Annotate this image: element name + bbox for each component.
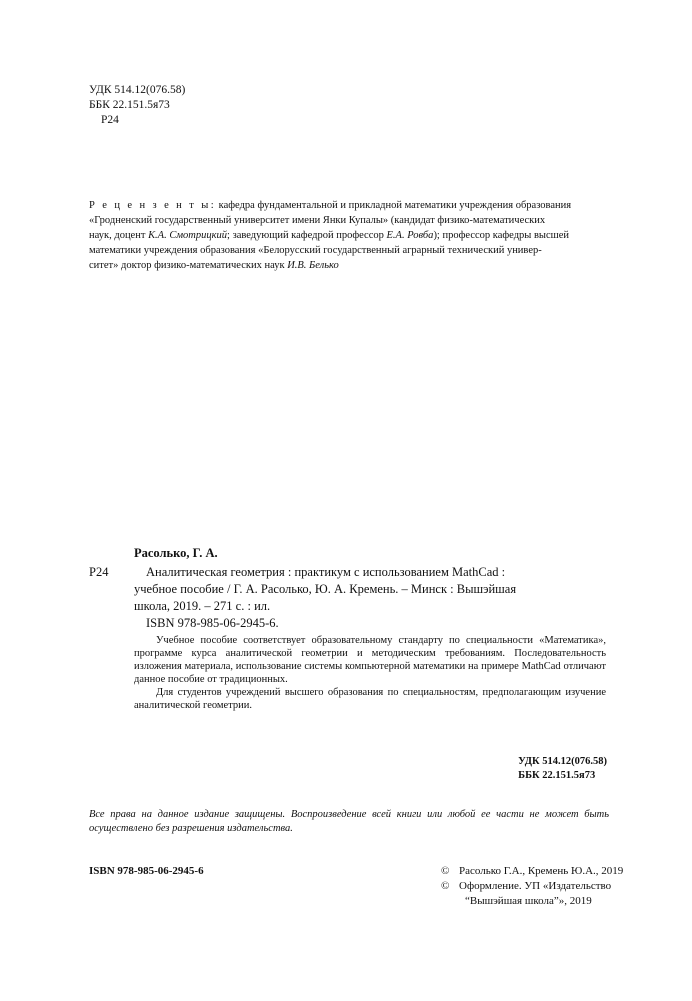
catalog-entry [134,564,597,632]
annotation-paragraph-2: Для студентов учреждений высшего образования по специальностям, предполагающим изучение аналитической геометрии. [134,687,606,711]
reviewers-line5: ситет» доктор физико-математических наук [89,260,288,271]
rights-notice: Все права на данное издание защищены. Воспроизведение всей книги или любой ее части не может быть осуществлено без разрешения издательства. [89,809,609,834]
copyright-block [441,864,623,909]
reviewers-label: Р е ц е н з е н т ы: [89,200,217,211]
isbn: ISBN 978-985-06-2945-6 [89,865,204,877]
catalog-isbn: ISBN 978-985-06-2945-6. [146,616,279,630]
annotation [134,634,606,712]
catalog-line1: Аналитическая геометрия : практикум с использованием MathCad : [146,565,506,579]
reviewer-name-3: И.В. Белько [287,260,339,271]
udk-code-bottom: УДК 514.12(076.58) [518,756,607,767]
reviewers-section [89,198,609,273]
bbk-code: ББК 22.151.5я73 [89,99,170,111]
copyright-line2: Оформление. УП «Издательство [459,880,612,892]
reviewers-line1: кафедра фундаментальной и прикладной математики учреждения образования [216,200,572,211]
reviewers-line3-c: ); профессор кафедры высшей [433,230,570,241]
reviewers-line4: математики учреждения образования «Белорусский государственный аграрный технический универ- [89,245,542,256]
annotation-paragraph-1: Учебное пособие соответствует образовательному стандарту по специальности «Математика», программе курса аналитической геометрии и методическим требованиям. Последовательность изложения материала, использование системы компьютерной математики на примере MathCad отличают данное пособие от традиционных. [134,635,606,685]
catalog-line3: школа, 2019. – 271 с. : ил. [134,599,271,613]
catalog-code: Р24 [89,565,109,579]
catalog-author: Расолько, Г. А. [134,546,218,560]
copyright-icon: © [441,880,450,892]
copyright-line1: Расолько Г.А., Кремень Ю.А., 2019 [459,865,624,877]
udk-code: УДК 514.12(076.58) [89,84,186,96]
reviewers-line2: «Гродненский государственный университет имени Янки Купалы» (кандидат физико-математических [89,215,546,226]
classification-codes-top [89,83,185,128]
reviewer-name-1: К.А. Смотрицкий [148,230,228,241]
author-mark: Р24 [101,114,119,126]
reviewers-line3-a: наук, доцент [89,230,149,241]
catalog-line2: учебное пособие / Г. А. Расолько, Ю. А. Кремень. – Минск : Вышэйшая [134,582,517,596]
copyright-icon: © [441,865,450,877]
copyright-line3: “Вышэйшая школа”», 2019 [465,895,592,907]
reviewers-line3-b: ; заведующий кафедрой профессор [227,230,387,241]
bbk-code-bottom: ББК 22.151.5я73 [518,770,596,781]
reviewer-name-2: Е.А. Ровба [386,230,434,241]
classification-codes-bottom [518,755,607,783]
